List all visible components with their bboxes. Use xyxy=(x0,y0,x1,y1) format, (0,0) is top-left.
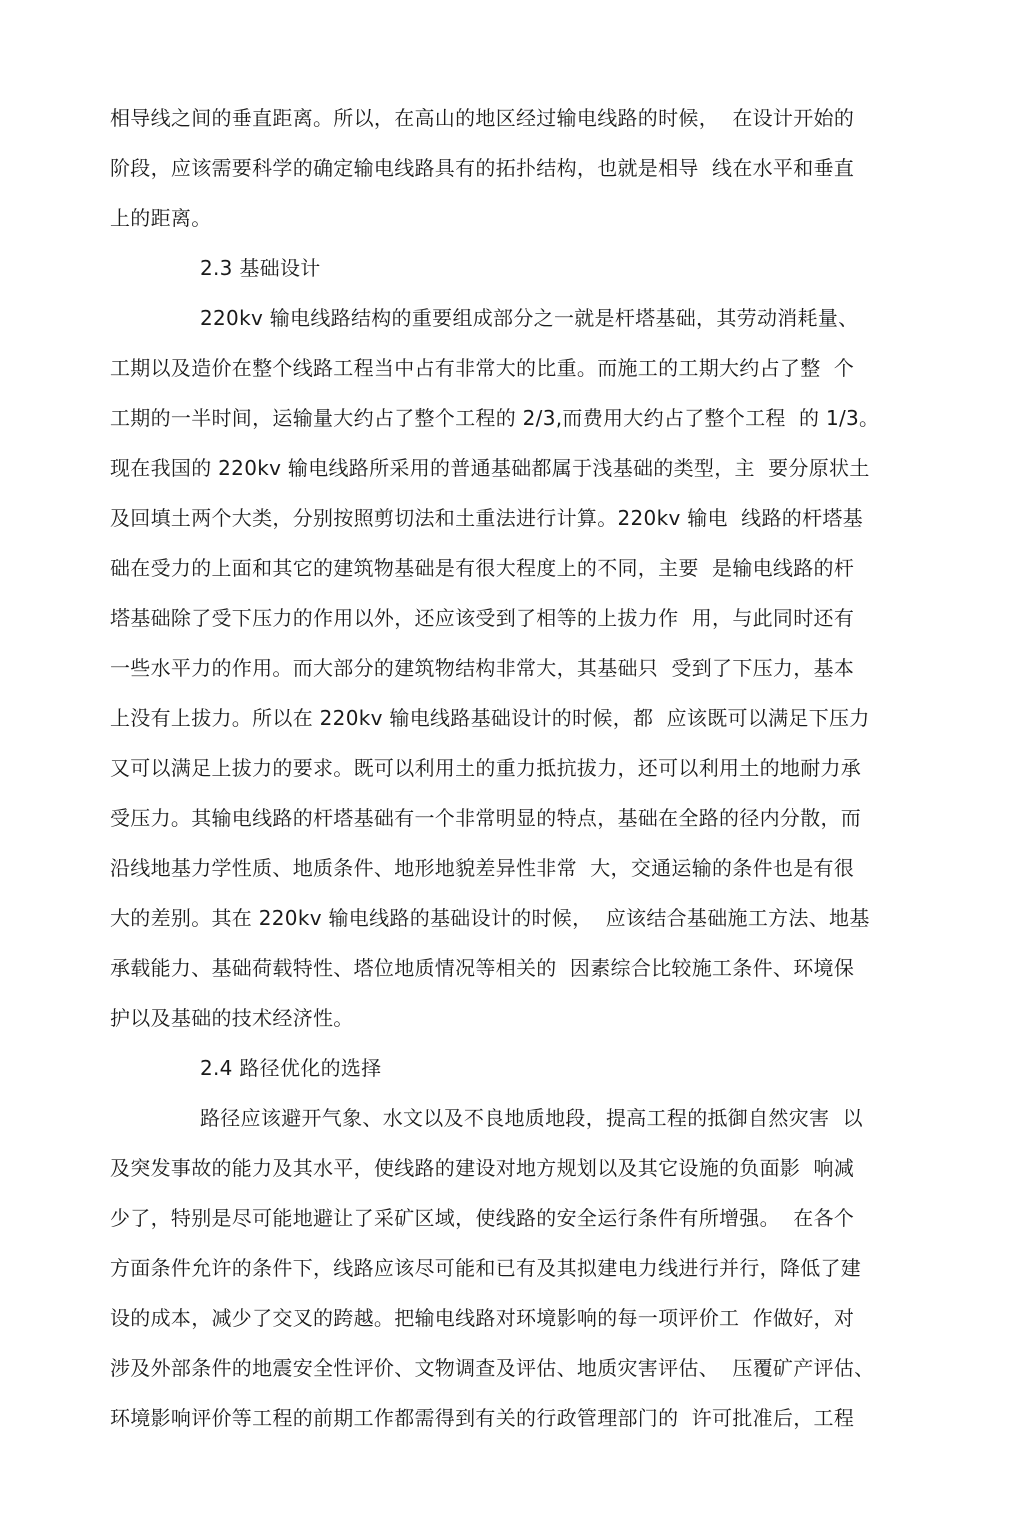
text-line: 现在我国的 220kv 输电线路所采用的普通基础都属于浅基础的类型，主 要分原状土 xyxy=(110,456,870,480)
section-heading: 2.4 路径优化的选择 xyxy=(200,1056,382,1080)
text-line: 方面条件允许的条件下，线路应该尽可能和已有及其拟建电力线进行并行，降低了建 xyxy=(110,1256,862,1280)
text-line: 护以及基础的技术经济性。 xyxy=(110,1006,354,1030)
text-line: 路径应该避开气象、水文以及不良地质地段，提高工程的抵御自然灾害 以 xyxy=(200,1106,863,1130)
text-line: 阶段，应该需要科学的确定输电线路具有的拓扑结构，也就是相导 线在水平和垂直 xyxy=(110,156,855,180)
text-line: 塔基础除了受下压力的作用以外，还应该受到了相等的上拔力作 用，与此同时还有 xyxy=(110,606,855,630)
text-line: 沿线地基力学性质、地质条件、地形地貌差异性非常 大，交通运输的条件也是有很 xyxy=(110,856,855,880)
text-line: 220kv 输电线路结构的重要组成部分之一就是杆塔基础，其劳动消耗量、 xyxy=(200,306,859,330)
text-line: 少了，特别是尽可能地避让了采矿区域，使线路的安全运行条件有所增强。 在各个 xyxy=(110,1206,855,1230)
text-line: 工期以及造价在整个线路工程当中占有非常大的比重。而施工的工期大约占了整 个 xyxy=(110,356,855,380)
text-line: 设的成本，减少了交叉的跨越。把输电线路对环境影响的每一项评价工 作做好，对 xyxy=(110,1306,855,1330)
text-line: 环境影响评价等工程的前期工作都需得到有关的行政管理部门的 许可批准后，工程 xyxy=(110,1406,855,1430)
text-line: 上的距离。 xyxy=(110,206,212,230)
text-line: 及突发事故的能力及其水平，使线路的建设对地方规划以及其它设施的负面影 响减 xyxy=(110,1156,855,1180)
text-line: 上没有上拔力。所以在 220kv 输电线路基础设计的时候，都 应该既可以满足下压力 xyxy=(110,706,870,730)
text-line: 又可以满足上拔力的要求。既可以利用土的重力抵抗拔力，还可以利用土的地耐力承 xyxy=(110,756,862,780)
text-line: 受压力。其输电线路的杆塔基础有一个非常明显的特点，基础在全路的径内分散，而 xyxy=(110,806,862,830)
text-line: 工期的一半时间，运输量大约占了整个工程的 2/3,而费用大约占了整个工程 的 1/3。 xyxy=(110,406,880,430)
text-line: 础在受力的上面和其它的建筑物基础是有很大程度上的不同，主要 是输电线路的杆 xyxy=(110,556,855,580)
text-line: 一些水平力的作用。而大部分的建筑物结构非常大，其基础只 受到了下压力，基本 xyxy=(110,656,855,680)
text-line: 及回填土两个大类，分别按照剪切法和土重法进行计算。220kv 输电 线路的杆塔基 xyxy=(110,506,863,530)
section-heading: 2.3 基础设计 xyxy=(200,256,321,280)
text-line: 承载能力、基础荷载特性、塔位地质情况等相关的 因素综合比较施工条件、环境保 xyxy=(110,956,855,980)
text-line: 大的差别。其在 220kv 输电线路的基础设计的时候， 应该结合基础施工方法、地基 xyxy=(110,906,870,930)
text-line: 相导线之间的垂直距离。所以，在高山的地区经过输电线路的时候， 在设计开始的 xyxy=(110,106,855,130)
text-line: 涉及外部条件的地震安全性评价、文物调查及评估、地质灾害评估、 压覆矿产评估、 xyxy=(110,1356,875,1380)
